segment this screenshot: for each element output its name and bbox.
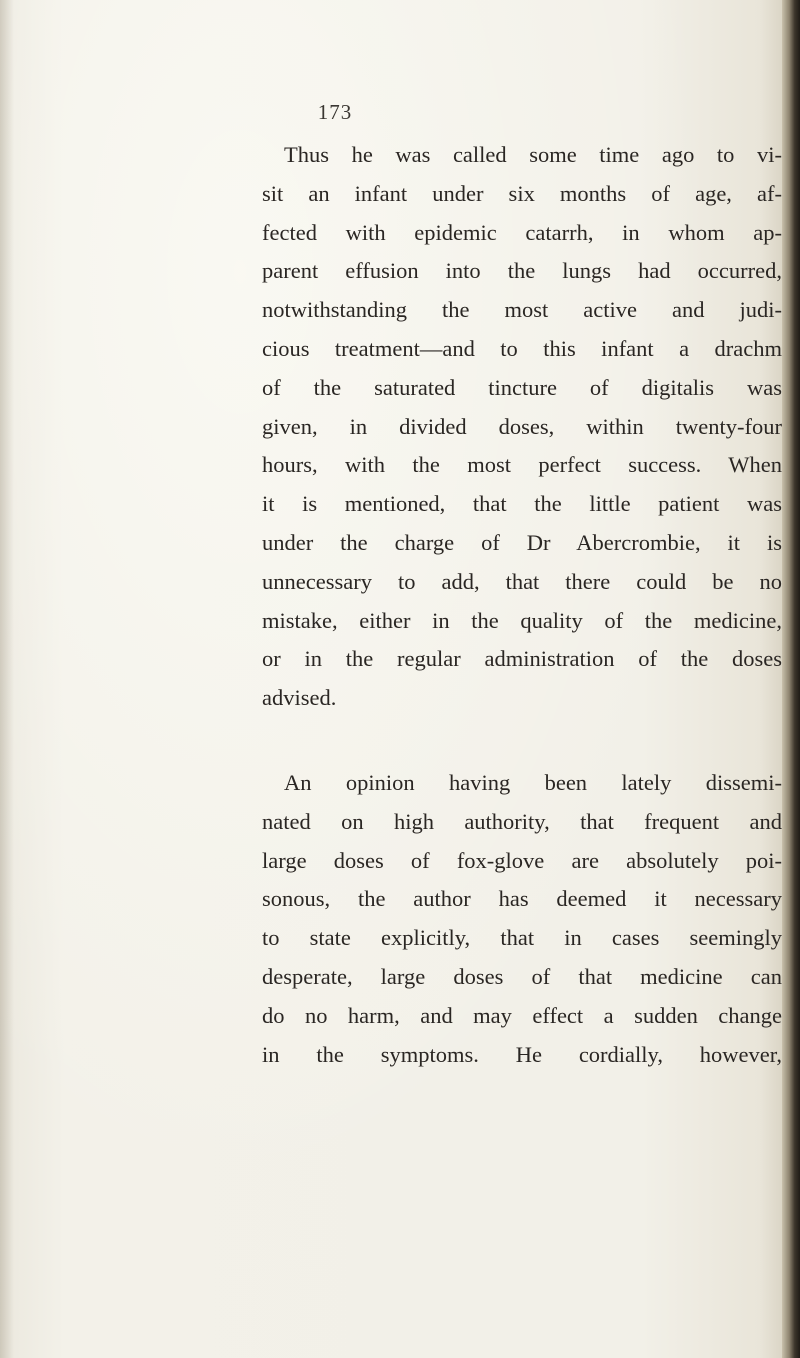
- text-line: or in the regular administration of the doses: [262, 646, 782, 672]
- text-line: sonous, the author has deemed it necessary: [262, 886, 782, 912]
- text-line: cious treatment—and to this infant a drachm: [262, 335, 782, 361]
- text-line: notwithstanding the most active and judi-: [262, 297, 782, 323]
- text-line: to state explicitly, that in cases seemingly: [262, 925, 782, 951]
- text-line: mistake, either in the quality of the medicine,: [262, 607, 782, 633]
- text-line: hours, with the most perfect success. When: [262, 452, 782, 478]
- paragraph-1: [262, 136, 782, 718]
- text-line: in the symptoms. He cordially, however,: [262, 1041, 782, 1067]
- text-line: nated on high authority, that frequent and: [262, 808, 782, 834]
- page-number: 173: [317, 100, 353, 124]
- text-line: parent effusion into the lungs had occurred,: [262, 258, 782, 284]
- text-line: fected with epidemic catarrh, in whom ap-: [262, 219, 782, 245]
- text-line: advised.: [262, 685, 337, 711]
- page-edge-binding: [782, 0, 800, 1358]
- text-line: sit an infant under six months of age, af-: [262, 180, 782, 206]
- text-line: desperate, large doses of that medicine can: [262, 963, 782, 989]
- text-line: it is mentioned, that the little patient was: [262, 491, 782, 517]
- text-line: under the charge of Dr Abercrombie, it is: [262, 529, 782, 555]
- text-line: do no harm, and may effect a sudden change: [262, 1002, 782, 1028]
- text-line: of the saturated tincture of digitalis was: [262, 374, 782, 400]
- text-line: unnecessary to add, that there could be no: [262, 568, 782, 594]
- text-line: An opinion having been lately dissemi-: [284, 770, 782, 795]
- text-line: Thus he was called some time ago to vi-: [284, 142, 782, 167]
- paragraph-2: [262, 764, 782, 1074]
- page-gutter-shadow: [0, 0, 14, 1358]
- text-line: large doses of fox-glove are absolutely poi-: [262, 847, 782, 873]
- text-line: given, in divided doses, within twenty-four: [262, 413, 782, 439]
